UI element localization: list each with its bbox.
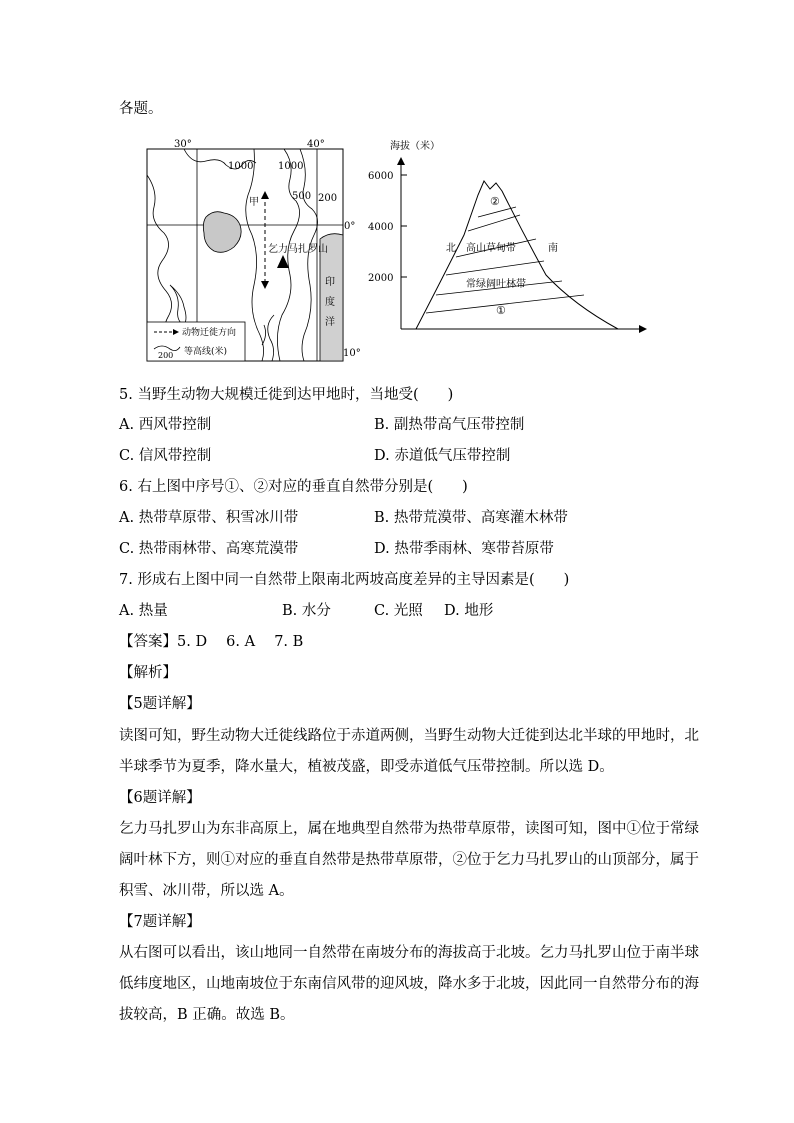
zone-1-label: ① xyxy=(496,304,506,317)
q6-stem: 6. 右上图中序号①、②对应的垂直自然带分别是( ) xyxy=(119,479,468,495)
q7-stem: 7. 形成右上图中同一自然带上限南北两坡高度差异的主导因素是( ) xyxy=(119,572,570,588)
contour-label: 1000 xyxy=(278,161,304,172)
y-axis-label: 海拔（米） xyxy=(390,141,440,152)
lon-30-label: 30° xyxy=(174,139,192,150)
analysis-heading: 【解析】 xyxy=(119,665,177,681)
y-tick-label: 2000 xyxy=(368,273,394,284)
q7-option-a: A. 热量 xyxy=(119,603,168,619)
zone-2-label: ② xyxy=(490,195,500,208)
q6-option-d: D. 热带季雨林、寒带苔原带 xyxy=(374,541,554,557)
arrow-head xyxy=(397,157,405,165)
contour-label: 1000 xyxy=(228,161,254,172)
answer-line: 【答案】5. D 6. A 7. B xyxy=(119,634,304,650)
detail-5-line: 半球季节为夏季，降水量大，植被茂盛，即受赤道低气压带控制。所以选 D。 xyxy=(119,759,614,775)
detail-7-heading: 【7题详解】 xyxy=(119,914,201,930)
detail-6-heading: 【6题详解】 xyxy=(119,790,201,806)
detail-7-line: 从右图可以看出，该山地同一自然带在南坡分布的海拔高于北坡。乞力马扎罗山位于南半球 xyxy=(119,945,699,961)
q7-option-b: B. 水分 xyxy=(282,603,331,619)
mountain-label: 乞力马扎罗山 xyxy=(268,244,328,255)
detail-6-line: 阔叶林下方，则①对应的垂直自然带是热带草原带，②位于乞力马扎罗山的山顶部分，属于 xyxy=(119,852,699,868)
legend-migration-label: 动物迁徙方向 xyxy=(182,328,237,338)
ocean-label: 印 xyxy=(325,277,335,288)
q5-option-d: D. 赤道低气压带控制 xyxy=(374,448,511,464)
altitude-profile xyxy=(368,139,647,333)
intro-text: 各题。 xyxy=(119,101,163,117)
north-label: 北 xyxy=(446,243,456,254)
detail-6-line: 积雪、冰川带，所以选 A。 xyxy=(119,883,294,899)
contour-label: 200 xyxy=(318,193,338,204)
point-jia-label: 甲 xyxy=(249,197,259,208)
detail-5-line: 读图可知，野生动物大迁徙线路位于赤道两侧，当野生动物大迁徙到达北半球的甲地时，北 xyxy=(119,728,699,744)
q6-option-c: C. 热带雨林带、高寒荒漠带 xyxy=(119,541,299,557)
ocean-label: 度 xyxy=(325,297,335,308)
detail-5-heading: 【5题详解】 xyxy=(119,696,201,712)
y-tick-label: 6000 xyxy=(368,171,394,182)
mountain-profile xyxy=(416,181,618,329)
q6-option-b: B. 热带荒漠带、高寒灌木林带 xyxy=(374,510,568,526)
detail-7-line: 拔较高，B 正确。故选 B。 xyxy=(119,1007,295,1023)
lat-0-label: 0° xyxy=(344,221,356,232)
lat-10-label: 10° xyxy=(343,348,361,359)
q5-option-b: B. 副热带高气压带控制 xyxy=(374,417,525,433)
q5-option-a: A. 西风带控制 xyxy=(119,417,212,433)
lon-40-label: 40° xyxy=(307,139,325,150)
figure xyxy=(144,135,654,365)
detail-6-line: 乞力马扎罗山为东非高原上，属在地典型自然带为热带草原带，读图可知，图中①位于常绿 xyxy=(119,821,699,837)
legend-contour-value: 200 xyxy=(158,351,174,360)
q7-option-d: D. 地形 xyxy=(444,603,494,619)
south-label: 南 xyxy=(548,243,558,254)
east-africa-map xyxy=(147,139,361,361)
zone-forest-label: 常绿阔叶林带 xyxy=(466,279,526,290)
legend-contour-label: 等高线(米) xyxy=(184,347,228,357)
y-tick-label: 4000 xyxy=(368,222,394,233)
q5-stem: 5. 当野生动物大规模迁徙到达甲地时，当地受( ) xyxy=(119,387,454,403)
ocean-label: 洋 xyxy=(325,317,335,328)
arrow-head xyxy=(639,325,647,333)
contour-label: 500 xyxy=(292,191,312,202)
detail-7-line: 低纬度地区，山地南坡位于东南信风带的迎风坡，降水多于北坡，因此同一自然带分布的海 xyxy=(119,976,699,992)
zone-meadow-label: 高山草甸带 xyxy=(466,243,516,254)
q7-option-c: C. 光照 xyxy=(374,603,423,619)
q6-option-a: A. 热带草原带、积雪冰川带 xyxy=(119,510,299,526)
map-legend xyxy=(147,322,245,361)
q5-option-c: C. 信风带控制 xyxy=(119,448,212,464)
